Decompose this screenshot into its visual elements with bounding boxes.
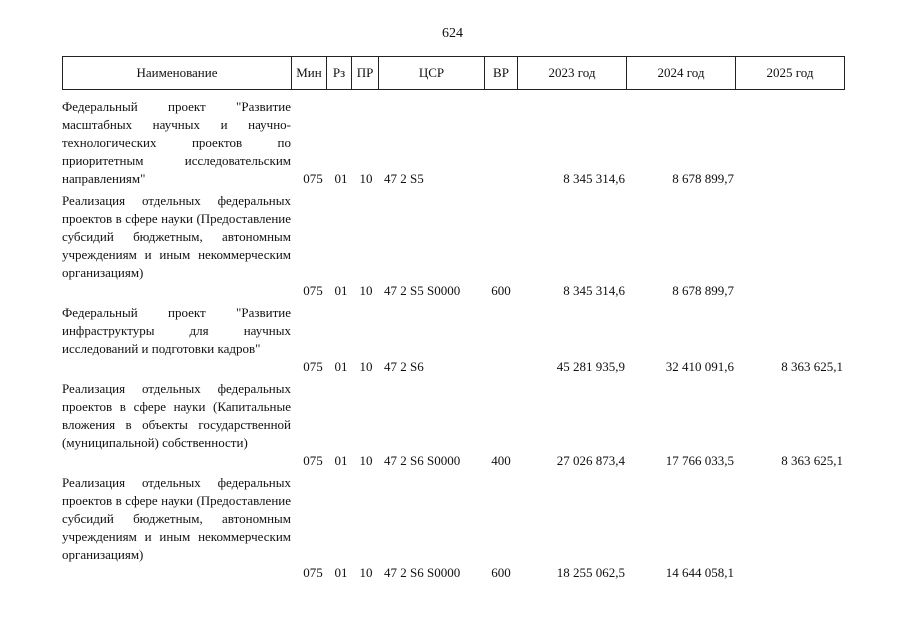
header-csr: ЦСР: [379, 57, 485, 89]
row-2024: 17 766 033,5: [665, 453, 734, 468]
row-2025: 8 363 625,1: [781, 359, 843, 374]
header-2024: 2024 год: [627, 57, 736, 89]
table-header: [62, 56, 845, 90]
row-2025: 8 363 625,1: [781, 453, 843, 468]
row-name: Реализация отдельных федеральных проектов в сфере науки (Предоставление субсидий бюджетным, автономным учреждениям и иным некоммерческим организациям): [62, 193, 291, 280]
row-min: 075: [303, 359, 323, 374]
row-2023: 8 345 314,6: [563, 283, 625, 298]
page-number: 624: [442, 26, 463, 41]
header-2025: 2025 год: [766, 65, 814, 80]
row-vr: 600: [491, 565, 511, 580]
row-pr: 10: [359, 359, 373, 374]
row-2023: 45 281 935,9: [556, 359, 625, 374]
row-rz: 01: [334, 565, 348, 580]
row-pr: 10: [359, 453, 373, 468]
row-2023: 18 255 062,5: [556, 565, 625, 580]
row-pr: 10: [359, 171, 373, 186]
row-vr: 400: [491, 453, 511, 468]
row-min: 075: [303, 565, 323, 580]
row-rz: 01: [334, 171, 348, 186]
row-name: Федеральный проект "Развитие инфраструктуры для научных исследований и подготовки кадров": [62, 305, 291, 356]
row-min: 075: [303, 283, 323, 298]
header-pr: ПР: [352, 57, 379, 89]
header-vr: ВР: [485, 57, 518, 89]
header-2023: 2023 год: [518, 57, 627, 89]
header-rz: Рз: [327, 57, 352, 89]
row-2023: 27 026 873,4: [556, 453, 625, 468]
row-2024: 8 678 899,7: [672, 283, 734, 298]
row-min: 075: [303, 453, 323, 468]
row-2024: 8 678 899,7: [672, 171, 734, 186]
row-2024: 32 410 091,6: [665, 359, 734, 374]
header-min: Мин: [292, 57, 327, 89]
row-name: Реализация отдельных федеральных проектов в сфере науки (Предоставление субсидий бюджетным, автономным учреждениям и иным некоммерческим организациям): [62, 475, 291, 562]
row-name: Реализация отдельных федеральных проектов в сфере науки (Капитальные вложения в объекты государственной (муниципальной) собственности): [62, 381, 291, 450]
row-rz: 01: [334, 283, 348, 298]
row-2024: 14 644 058,1: [665, 565, 734, 580]
row-2023: 8 345 314,6: [563, 171, 625, 186]
row-csr: 47 2 S5: [384, 171, 424, 186]
header-name: Наименование: [63, 57, 292, 89]
row-name: Федеральный проект "Развитие масштабных научных и научно-технологических проектов по приоритетным исследовательским направлениям": [62, 99, 291, 186]
row-min: 075: [303, 171, 323, 186]
row-csr: 47 2 S5 S0000: [384, 283, 461, 298]
row-rz: 01: [334, 359, 348, 374]
row-csr: 47 2 S6 S0000: [384, 453, 461, 468]
row-pr: 10: [359, 565, 373, 580]
row-pr: 10: [359, 283, 373, 298]
row-csr: 47 2 S6 S0000: [384, 565, 461, 580]
row-vr: 600: [491, 283, 511, 298]
row-csr: 47 2 S6: [384, 359, 424, 374]
row-rz: 01: [334, 453, 348, 468]
